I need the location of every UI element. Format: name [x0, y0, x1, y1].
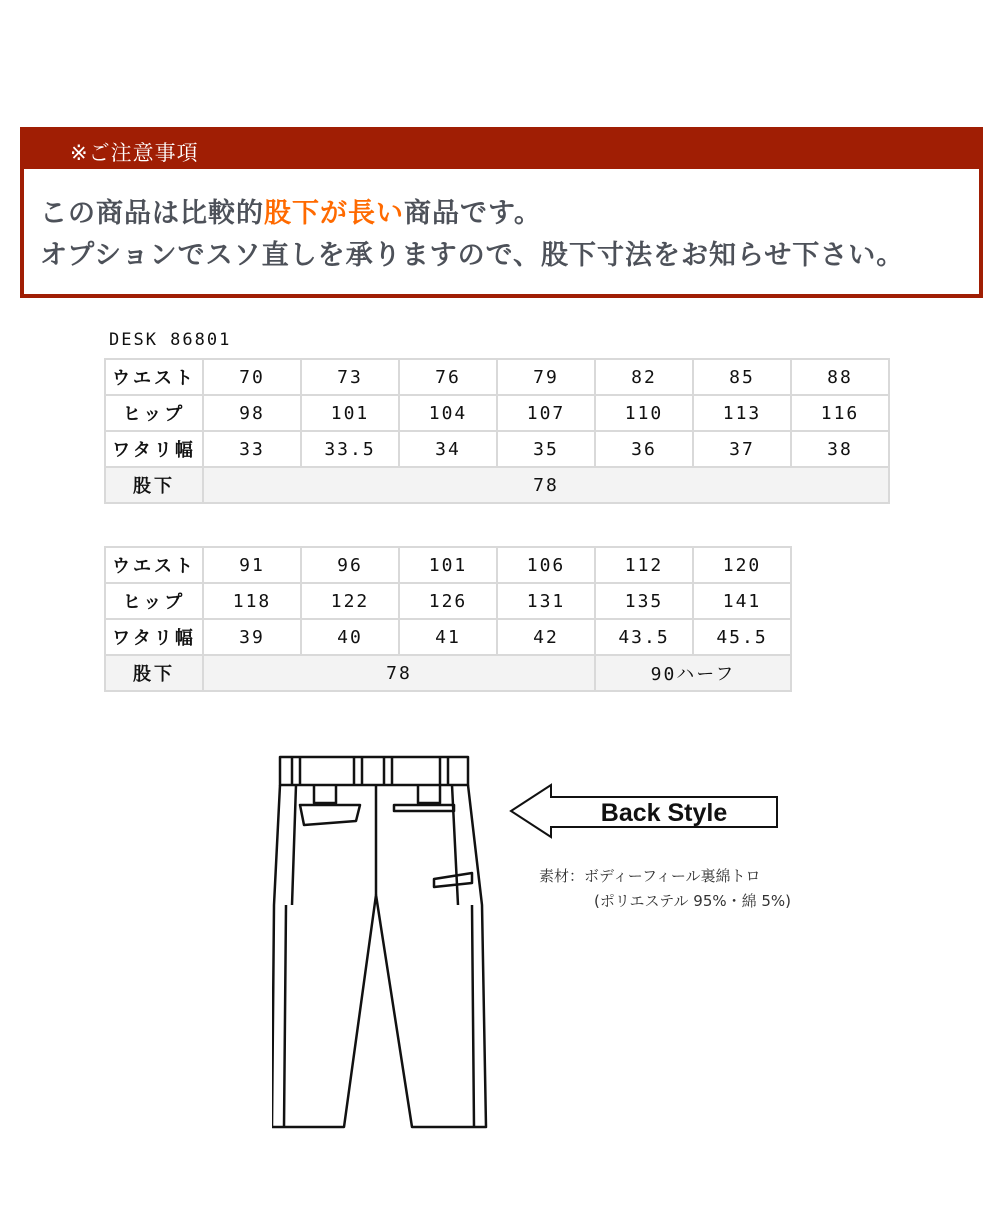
- row-label-thigh: ワタリ幅: [105, 619, 203, 655]
- table-cell: 90ハーフ: [595, 655, 791, 691]
- table-cell: 141: [693, 583, 791, 619]
- table-cell: 36: [595, 431, 693, 467]
- table-row-waist: [105, 359, 889, 395]
- table-cell: 110: [595, 395, 693, 431]
- table-cell: 126: [399, 583, 497, 619]
- table-cell: 70: [203, 359, 301, 395]
- table-cell: 42: [497, 619, 595, 655]
- table-cell: 38: [791, 431, 889, 467]
- material-line-1: 素材：ボディーフィール裏綿トロ: [539, 867, 761, 885]
- size-table-2: [104, 546, 792, 692]
- table-cell: 34: [399, 431, 497, 467]
- table-cell: 88: [791, 359, 889, 395]
- notice-highlight: 股下が長い: [264, 198, 404, 229]
- table-cell: 43.5: [595, 619, 693, 655]
- table-cell: 33.5: [301, 431, 399, 467]
- table-row-waist: [105, 547, 791, 583]
- row-label-waist: ウエスト: [105, 359, 203, 395]
- table-cell: 120: [693, 547, 791, 583]
- back-style-label: Back Style: [600, 799, 728, 827]
- table-cell: 106: [497, 547, 595, 583]
- table-cell: 131: [497, 583, 595, 619]
- table-row-inseam: [105, 467, 889, 503]
- table-cell: 98: [203, 395, 301, 431]
- table-cell: 116: [791, 395, 889, 431]
- material-info: [539, 864, 791, 914]
- table-cell: 78: [203, 655, 595, 691]
- table-cell: 41: [399, 619, 497, 655]
- table-cell: 135: [595, 583, 693, 619]
- table-cell: 101: [399, 547, 497, 583]
- table-row-hip: [105, 583, 791, 619]
- row-label-hip: ヒップ: [105, 395, 203, 431]
- material-line-2: (ポリエステル 95%・綿 5%): [594, 892, 792, 910]
- row-label-inseam: 股下: [105, 467, 203, 503]
- back-style-arrow: [509, 783, 781, 839]
- table-cell: 101: [301, 395, 399, 431]
- notice-line-1-after: 商品です。: [404, 198, 542, 229]
- notice-line-2: オプションでスソ直しを承りますので、股下寸法をお知らせ下さい。: [40, 240, 905, 271]
- notice-box: [20, 127, 983, 298]
- model-label: DESK 86801: [109, 330, 232, 350]
- table-cell: 82: [595, 359, 693, 395]
- table-cell: 39: [203, 619, 301, 655]
- notice-line-1: [40, 191, 542, 230]
- table-cell: 96: [301, 547, 399, 583]
- table-cell: 104: [399, 395, 497, 431]
- table-row-inseam: [105, 655, 791, 691]
- table-cell: 122: [301, 583, 399, 619]
- table-cell: 45.5: [693, 619, 791, 655]
- table-cell: 85: [693, 359, 791, 395]
- table-cell: 73: [301, 359, 399, 395]
- table-cell: 40: [301, 619, 399, 655]
- table-row-thigh: [105, 619, 791, 655]
- table-cell: 78: [203, 467, 889, 503]
- pants-back-illustration: [272, 755, 492, 1135]
- table-row-thigh: [105, 431, 889, 467]
- notice-body: [24, 169, 979, 294]
- row-label-waist: ウエスト: [105, 547, 203, 583]
- table-cell: 76: [399, 359, 497, 395]
- row-label-inseam: 股下: [105, 655, 203, 691]
- notice-line-1-before: この商品は比較的: [40, 198, 264, 229]
- table-cell: 79: [497, 359, 595, 395]
- table-cell: 37: [693, 431, 791, 467]
- table-row-hip: [105, 395, 889, 431]
- table-cell: 35: [497, 431, 595, 467]
- notice-header: ※ご注意事項: [70, 141, 199, 165]
- table-cell: 113: [693, 395, 791, 431]
- table-cell: 112: [595, 547, 693, 583]
- table-cell: 118: [203, 583, 301, 619]
- size-table-1: [104, 358, 890, 504]
- table-cell: 91: [203, 547, 301, 583]
- table-cell: 33: [203, 431, 301, 467]
- row-label-hip: ヒップ: [105, 583, 203, 619]
- row-label-thigh: ワタリ幅: [105, 431, 203, 467]
- table-cell: 107: [497, 395, 595, 431]
